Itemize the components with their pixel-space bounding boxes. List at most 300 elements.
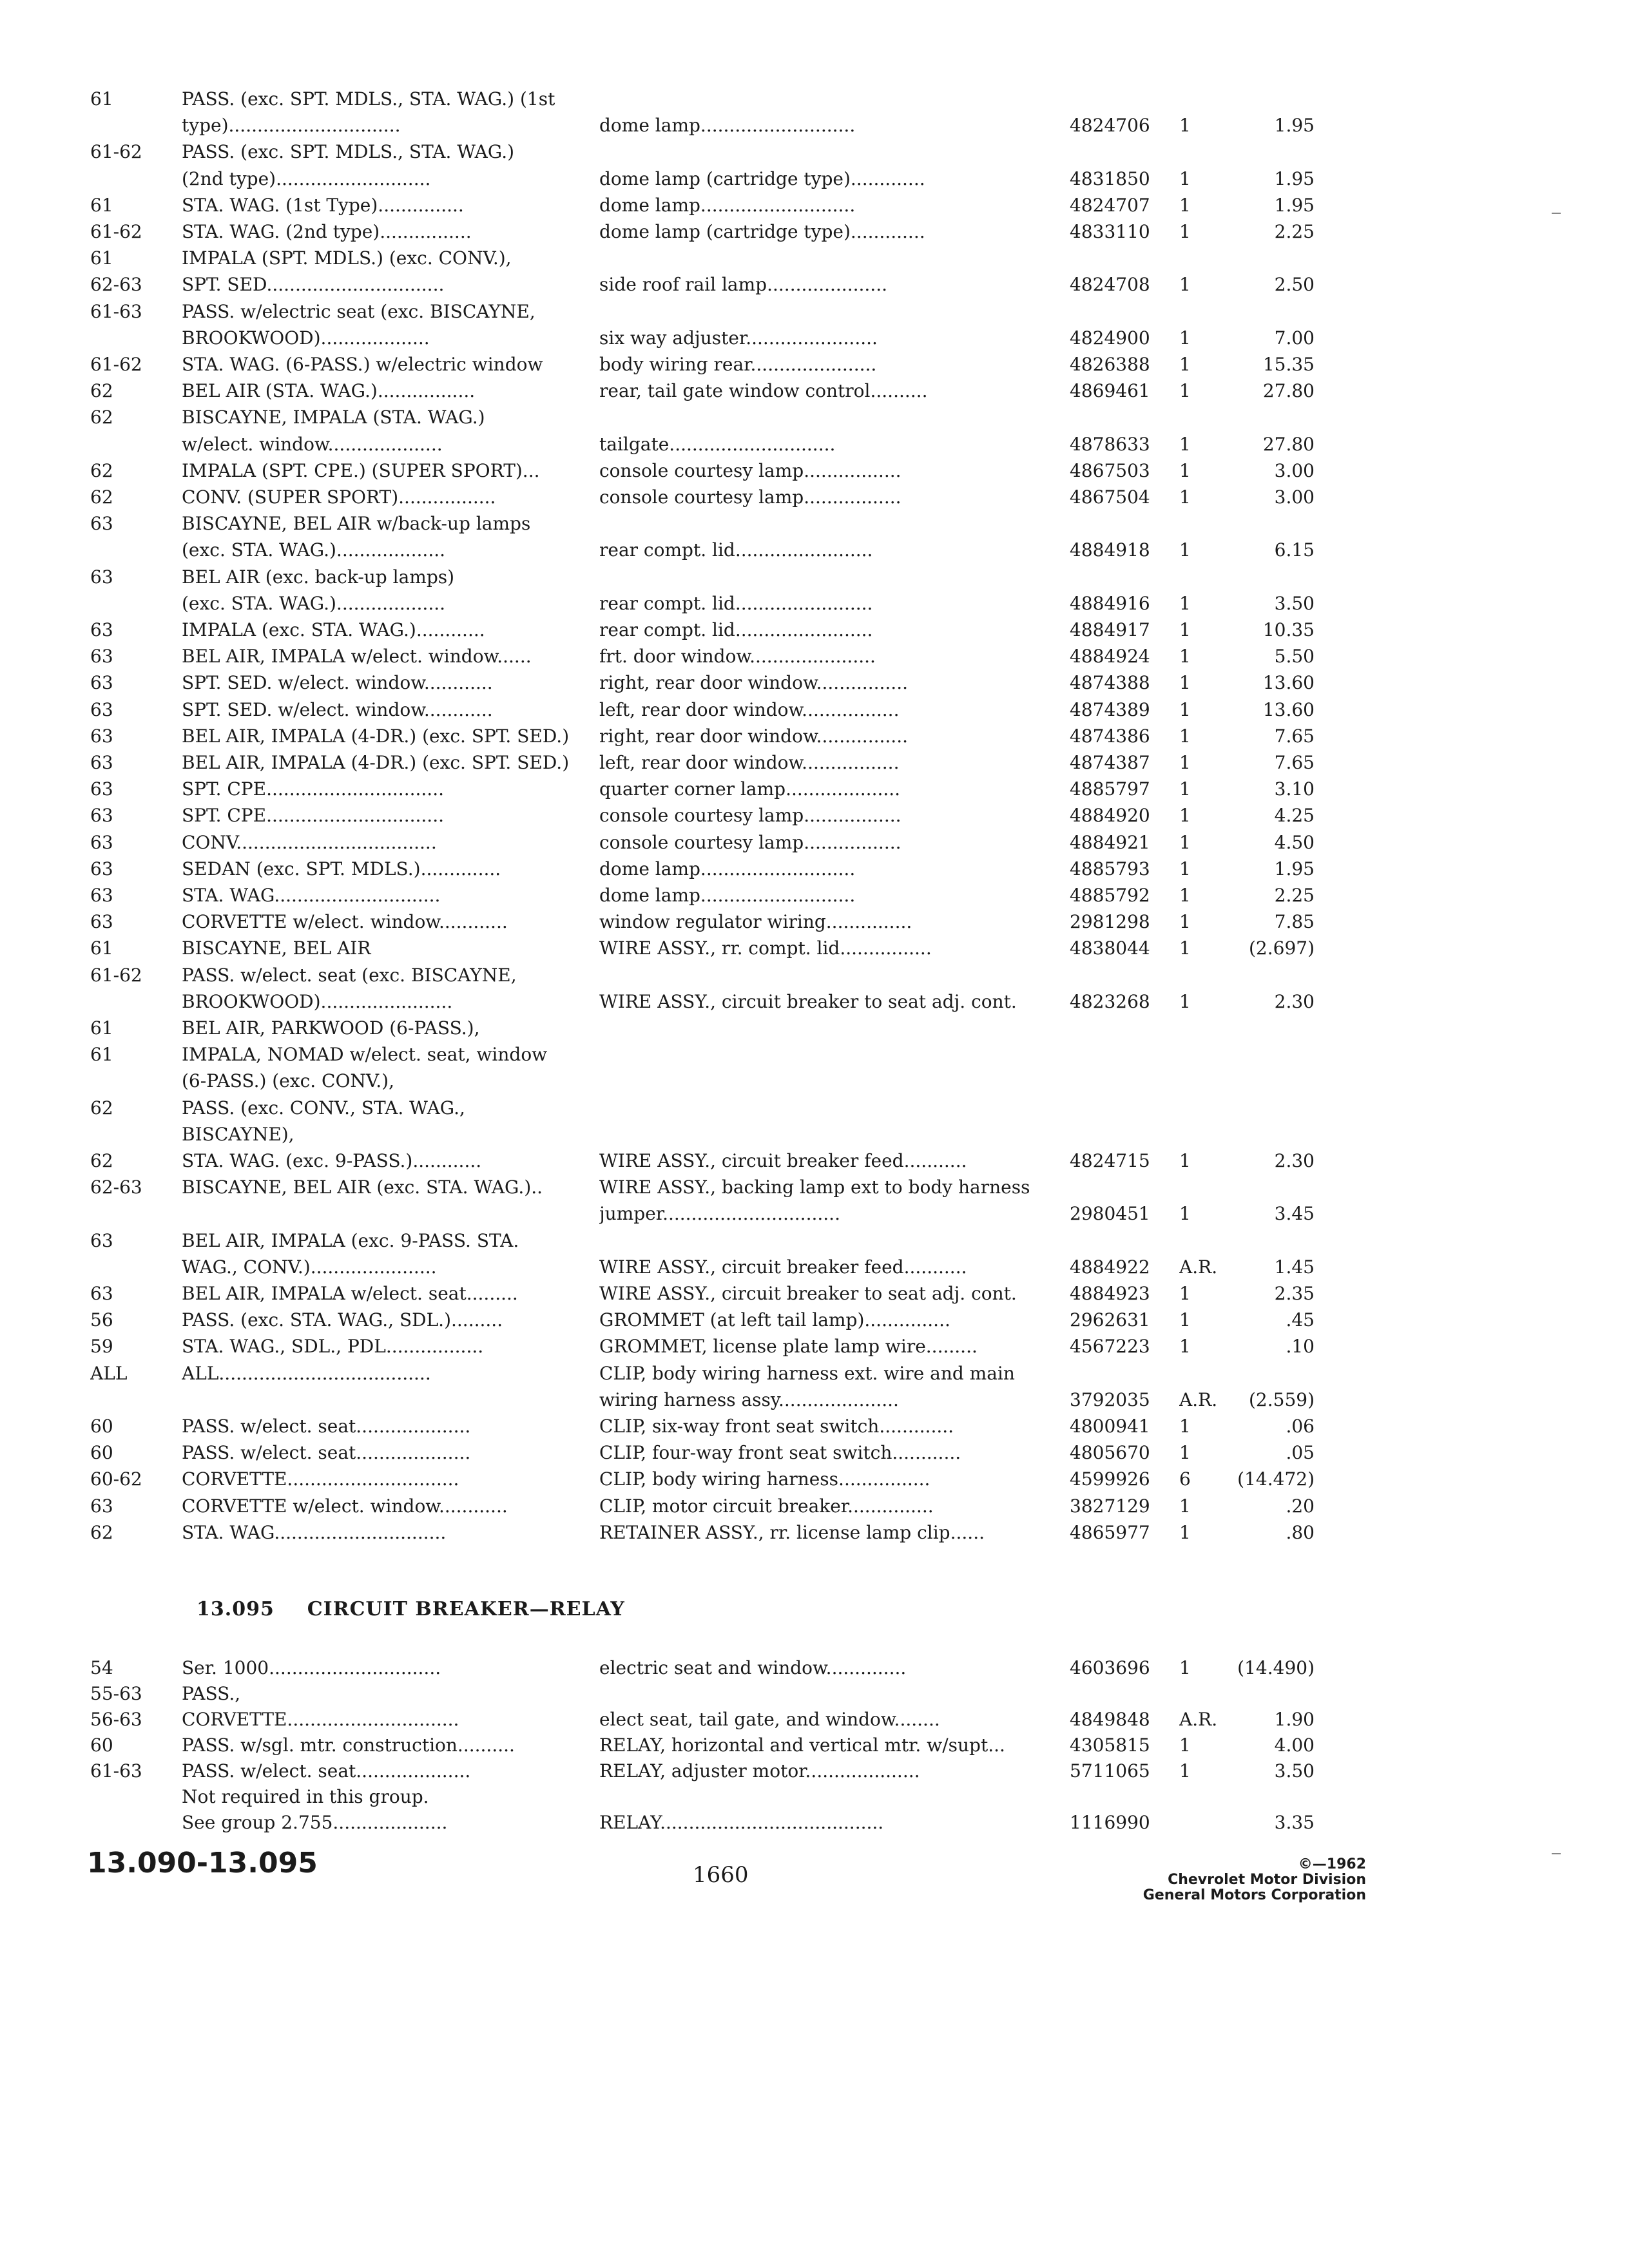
- description-cell: rear compt. lid........................: [599, 619, 873, 640]
- year-cell: 63: [90, 911, 113, 933]
- price-cell: 3.50: [1274, 592, 1315, 614]
- model-cell: w/elect. window....................: [182, 433, 443, 455]
- model-cell: PASS. (exc. SPT. MDLS., STA. WAG.): [182, 141, 515, 163]
- year-cell: 61: [90, 194, 113, 216]
- model-cell: BISCAYNE, BEL AIR (exc. STA. WAG.)..: [182, 1177, 543, 1198]
- model-cell: SPT. CPE...............................: [182, 778, 444, 800]
- year-cell: 63: [90, 752, 113, 773]
- table-row: [0, 1229, 1629, 1254]
- model-cell: SPT. SED...............................: [182, 274, 445, 296]
- model-cell: PASS. w/electric seat (exc. BISCAYNE,: [182, 300, 535, 322]
- table-row: [0, 618, 1629, 644]
- quantity-cell: 1: [1179, 168, 1191, 189]
- model-cell: Not required in this group.: [182, 1786, 429, 1807]
- table-row: [0, 167, 1629, 193]
- table-row: [0, 326, 1629, 352]
- year-cell: 63: [90, 831, 113, 853]
- part-number-cell: 4867503: [1070, 459, 1150, 481]
- description-cell: dome lamp...........................: [599, 858, 856, 879]
- table-row: [0, 565, 1629, 591]
- publisher-block: [1057, 1857, 1366, 1903]
- quantity-cell: 1: [1179, 831, 1191, 853]
- table-row: [0, 1414, 1629, 1440]
- year-cell: 62: [90, 486, 113, 508]
- price-cell: 1.95: [1274, 858, 1315, 879]
- model-cell: (2nd type)...........................: [182, 168, 431, 189]
- description-cell: six way adjuster.......................: [599, 327, 878, 349]
- quantity-cell: 1: [1179, 885, 1191, 906]
- table-row: [0, 1122, 1629, 1148]
- year-cell: 63: [90, 885, 113, 906]
- description-cell: CLIP, six-way front seat switch.............: [599, 1416, 954, 1437]
- table-row: [0, 671, 1629, 697]
- part-number-cell: 4305815: [1070, 1735, 1150, 1756]
- quantity-cell: 1: [1179, 672, 1191, 694]
- quantity-cell: 1: [1179, 274, 1191, 296]
- year-cell: 59: [90, 1336, 113, 1358]
- part-number-cell: 5711065: [1070, 1760, 1150, 1782]
- price-cell: 1.45: [1274, 1256, 1315, 1278]
- description-cell: RELAY.......................................: [599, 1812, 884, 1833]
- table-row: [0, 300, 1629, 325]
- year-cell: 63: [90, 513, 113, 535]
- description-cell: dome lamp...........................: [599, 194, 856, 216]
- part-number-cell: 4867504: [1070, 486, 1150, 508]
- table-row: [0, 1494, 1629, 1520]
- price-cell: 15.35: [1262, 354, 1315, 375]
- description-cell: left, rear door window.................: [599, 698, 900, 720]
- price-cell: .06: [1286, 1416, 1315, 1437]
- publisher-corporation: General Motors Corporation: [1142, 1887, 1366, 1903]
- part-number-cell: 4885793: [1070, 858, 1150, 879]
- description-cell: console courtesy lamp.................: [599, 459, 901, 481]
- year-cell: 63: [90, 1495, 113, 1517]
- part-number-cell: 4884917: [1070, 619, 1150, 640]
- model-cell: PASS. w/elect. seat (exc. BISCAYNE,: [182, 964, 517, 986]
- model-cell: IMPALA (SPT. CPE.) (SUPER SPORT)...: [182, 459, 540, 481]
- description-cell: console courtesy lamp.................: [599, 805, 901, 827]
- part-number-cell: 4884921: [1070, 831, 1150, 853]
- year-cell: 61-63: [90, 300, 142, 322]
- quantity-cell: 1: [1179, 752, 1191, 773]
- description-cell: rear compt. lid........................: [599, 539, 873, 561]
- year-cell: 63: [90, 672, 113, 694]
- description-cell: jumper...............................: [599, 1203, 840, 1225]
- year-cell: 54: [90, 1657, 113, 1678]
- price-cell: .80: [1286, 1521, 1315, 1543]
- table-row: [0, 777, 1629, 803]
- table-row: [0, 803, 1629, 829]
- part-number-cell: 4823268: [1070, 990, 1150, 1012]
- model-cell: WAG., CONV.)......................: [182, 1256, 437, 1278]
- year-cell: 60-62: [90, 1468, 142, 1490]
- year-cell: 61-62: [90, 221, 142, 242]
- price-cell: 7.85: [1274, 911, 1315, 933]
- table-row: [0, 352, 1629, 378]
- price-cell: .05: [1286, 1442, 1315, 1464]
- quantity-cell: 1: [1179, 1760, 1191, 1782]
- table-row: [0, 113, 1629, 139]
- table-row: [0, 1388, 1629, 1414]
- model-cell: BISCAYNE, IMPALA (STA. WAG.): [182, 407, 485, 428]
- quantity-cell: A.R.: [1179, 1709, 1218, 1730]
- year-cell: 61: [90, 247, 113, 269]
- description-cell: CLIP, body wiring harness ext. wire and main: [599, 1362, 1015, 1384]
- part-number-cell: 4878633: [1070, 433, 1150, 455]
- year-cell: 62: [90, 1521, 113, 1543]
- table-row: [0, 1682, 1629, 1707]
- table-row: [0, 193, 1629, 219]
- quantity-cell: 1: [1179, 1657, 1191, 1678]
- price-cell: 1.95: [1274, 115, 1315, 137]
- description-cell: rear, tail gate window control..........: [599, 380, 928, 402]
- part-number-cell: 4824706: [1070, 115, 1150, 137]
- table-row: [0, 1308, 1629, 1334]
- quantity-cell: 1: [1179, 1283, 1191, 1304]
- quantity-cell: 1: [1179, 539, 1191, 561]
- model-cell: PASS. w/elect. seat....................: [182, 1416, 471, 1437]
- description-cell: WIRE ASSY., rr. compt. lid................: [599, 937, 932, 959]
- year-cell: 61-63: [90, 1760, 142, 1782]
- year-cell: 63: [90, 1229, 113, 1251]
- model-cell: CORVETTE w/elect. window............: [182, 1495, 508, 1517]
- table-row: [0, 87, 1629, 113]
- price-cell: 3.35: [1274, 1812, 1315, 1833]
- description-cell: console courtesy lamp.................: [599, 831, 901, 853]
- year-cell: 60: [90, 1442, 113, 1464]
- part-number-cell: 4874387: [1070, 752, 1150, 773]
- copyright: ©—1962: [1298, 1856, 1366, 1872]
- year-cell: 60: [90, 1735, 113, 1756]
- year-cell: ALL: [90, 1362, 128, 1384]
- description-cell: dome lamp (cartridge type).............: [599, 221, 925, 242]
- model-cell: BEL AIR, IMPALA w/elect. window......: [182, 646, 532, 668]
- table-row: [0, 1656, 1629, 1682]
- description-cell: CLIP, motor circuit breaker...............: [599, 1495, 934, 1517]
- model-cell: BISCAYNE, BEL AIR w/back-up lamps: [182, 513, 531, 535]
- part-number-cell: 4800941: [1070, 1416, 1150, 1437]
- description-cell: CLIP, four-way front seat switch............: [599, 1442, 961, 1464]
- quantity-cell: 1: [1179, 1336, 1191, 1358]
- table-row: [0, 1441, 1629, 1466]
- model-cell: (exc. STA. WAG.)...................: [182, 539, 446, 561]
- description-cell: WIRE ASSY., circuit breaker to seat adj. cont.: [599, 990, 1017, 1012]
- part-number-cell: 4884920: [1070, 805, 1150, 827]
- table-row: [0, 1759, 1629, 1785]
- table-row: [0, 724, 1629, 750]
- quantity-cell: 1: [1179, 1495, 1191, 1517]
- price-cell: (2.697): [1248, 937, 1315, 959]
- model-cell: type)..............................: [182, 115, 401, 137]
- model-cell: PASS. (exc. SPT. MDLS., STA. WAG.) (1st: [182, 88, 555, 110]
- part-number-cell: 3792035: [1070, 1389, 1150, 1410]
- table-row: [0, 1043, 1629, 1068]
- price-cell: (14.490): [1237, 1657, 1315, 1678]
- table-row: [0, 963, 1629, 989]
- table-row: [0, 1175, 1629, 1201]
- price-cell: 13.60: [1262, 672, 1315, 694]
- model-cell: SPT. SED. w/elect. window............: [182, 698, 493, 720]
- quantity-cell: 1: [1179, 459, 1191, 481]
- table-row: [0, 1069, 1629, 1095]
- table-row: [0, 1811, 1629, 1836]
- price-cell: 27.80: [1262, 433, 1315, 455]
- year-cell: 63: [90, 646, 113, 668]
- quantity-cell: 1: [1179, 778, 1191, 800]
- description-cell: quarter corner lamp....................: [599, 778, 901, 800]
- quantity-cell: 1: [1179, 1203, 1191, 1225]
- quantity-cell: 1: [1179, 911, 1191, 933]
- quantity-cell: 1: [1179, 858, 1191, 879]
- price-cell: 2.35: [1274, 1283, 1315, 1304]
- model-cell: BISCAYNE),: [182, 1123, 294, 1145]
- model-cell: STA. WAG. (1st Type)...............: [182, 194, 464, 216]
- model-cell: PASS. w/sgl. mtr. construction..........: [182, 1735, 515, 1756]
- publisher-division: Chevrolet Motor Division: [1168, 1872, 1366, 1888]
- table-row: [0, 751, 1629, 776]
- table-row: [0, 857, 1629, 883]
- section-heading: [197, 1598, 625, 1620]
- quantity-cell: 1: [1179, 354, 1191, 375]
- year-cell: 62-63: [90, 1177, 142, 1198]
- quantity-cell: 1: [1179, 115, 1191, 137]
- price-cell: 4.00: [1274, 1735, 1315, 1756]
- year-cell: 62: [90, 459, 113, 481]
- price-cell: 3.00: [1274, 486, 1315, 508]
- price-cell: 3.50: [1274, 1760, 1315, 1782]
- model-cell: PASS.,: [182, 1683, 241, 1704]
- description-cell: RETAINER ASSY., rr. license lamp clip......: [599, 1521, 985, 1543]
- year-cell: 63: [90, 725, 113, 747]
- model-cell: PASS. w/elect. seat....................: [182, 1760, 471, 1782]
- year-cell: 63: [90, 805, 113, 827]
- part-number-cell: 4885792: [1070, 885, 1150, 906]
- part-number-cell: 4824708: [1070, 274, 1150, 296]
- table-row: [0, 1202, 1629, 1227]
- model-cell: STA. WAG. (exc. 9-PASS.)............: [182, 1150, 482, 1171]
- model-cell: See group 2.755....................: [182, 1812, 448, 1833]
- price-cell: 27.80: [1262, 380, 1315, 402]
- price-cell: 10.35: [1262, 619, 1315, 640]
- price-cell: 1.95: [1274, 168, 1315, 189]
- quantity-cell: 1: [1179, 1521, 1191, 1543]
- price-cell: 7.65: [1274, 752, 1315, 773]
- year-cell: 61-62: [90, 354, 142, 375]
- part-number-cell: 4874389: [1070, 698, 1150, 720]
- quantity-cell: 1: [1179, 646, 1191, 668]
- year-cell: 60: [90, 1416, 113, 1437]
- quantity-cell: A.R.: [1179, 1389, 1218, 1410]
- description-cell: tailgate.............................: [599, 433, 836, 455]
- year-cell: 56-63: [90, 1709, 142, 1730]
- quantity-cell: 1: [1179, 1735, 1191, 1756]
- part-number-cell: 4599926: [1070, 1468, 1150, 1490]
- table-row: [0, 1016, 1629, 1042]
- part-number-cell: 4603696: [1070, 1657, 1150, 1678]
- description-cell: RELAY, adjuster motor....................: [599, 1760, 920, 1782]
- model-cell: STA. WAG.............................: [182, 885, 441, 906]
- part-number-cell: 4826388: [1070, 354, 1150, 375]
- year-cell: 63: [90, 858, 113, 879]
- quantity-cell: 1: [1179, 619, 1191, 640]
- model-cell: SPT. SED. w/elect. window............: [182, 672, 493, 694]
- year-cell: 61: [90, 88, 113, 110]
- description-cell: left, rear door window.................: [599, 752, 900, 773]
- scan-speck: [1552, 213, 1561, 214]
- quantity-cell: 1: [1179, 805, 1191, 827]
- model-cell: STA. WAG..............................: [182, 1521, 447, 1543]
- year-cell: 62-63: [90, 274, 142, 296]
- price-cell: 1.90: [1274, 1709, 1315, 1730]
- part-number-cell: 4833110: [1070, 221, 1150, 242]
- table-row: [0, 1785, 1629, 1811]
- description-cell: WIRE ASSY., backing lamp ext to body harness: [599, 1177, 1030, 1198]
- quantity-cell: 1: [1179, 380, 1191, 402]
- part-number-cell: 2980451: [1070, 1203, 1150, 1225]
- price-cell: 7.65: [1274, 725, 1315, 747]
- price-cell: 4.50: [1274, 831, 1315, 853]
- model-cell: SPT. CPE...............................: [182, 805, 444, 827]
- price-cell: 7.00: [1274, 327, 1315, 349]
- quantity-cell: 1: [1179, 433, 1191, 455]
- part-number-cell: 4849848: [1070, 1709, 1150, 1730]
- section-title: CIRCUIT BREAKER—RELAY: [307, 1598, 625, 1620]
- year-cell: 63: [90, 566, 113, 588]
- year-cell: 61: [90, 937, 113, 959]
- description-cell: frt. door window......................: [599, 646, 876, 668]
- description-cell: right, rear door window................: [599, 725, 908, 747]
- table-row: [0, 246, 1629, 272]
- year-cell: 62: [90, 1097, 113, 1119]
- description-cell: window regulator wiring...............: [599, 911, 912, 933]
- model-cell: STA. WAG., SDL., PDL.................: [182, 1336, 484, 1358]
- year-cell: 63: [90, 778, 113, 800]
- quantity-cell: 1: [1179, 486, 1191, 508]
- price-cell: 3.00: [1274, 459, 1315, 481]
- model-cell: ALL.....................................: [182, 1362, 431, 1384]
- model-cell: CONV. (SUPER SPORT).................: [182, 486, 496, 508]
- table-row: [0, 1334, 1629, 1360]
- model-cell: BEL AIR, IMPALA w/elect. seat.........: [182, 1283, 518, 1304]
- table-row: [0, 831, 1629, 856]
- model-cell: BEL AIR, IMPALA (exc. 9-PASS. STA.: [182, 1229, 519, 1251]
- part-number-cell: 4869461: [1070, 380, 1150, 402]
- part-number-cell: 4874386: [1070, 725, 1150, 747]
- quantity-cell: 1: [1179, 990, 1191, 1012]
- part-number-cell: 4824707: [1070, 194, 1150, 216]
- part-number-cell: 4884923: [1070, 1283, 1150, 1304]
- price-cell: 13.60: [1262, 698, 1315, 720]
- description-cell: WIRE ASSY., circuit breaker feed...........: [599, 1256, 967, 1278]
- year-cell: 61-62: [90, 141, 142, 163]
- table-row: [0, 140, 1629, 166]
- table-row: [0, 1096, 1629, 1122]
- description-cell: body wiring rear......................: [599, 354, 877, 375]
- table-row: [0, 538, 1629, 564]
- part-number-cell: 2962631: [1070, 1309, 1150, 1331]
- model-cell: IMPALA, NOMAD w/elect. seat, window: [182, 1044, 548, 1066]
- model-cell: CORVETTE..............................: [182, 1709, 459, 1730]
- part-number-cell: 4567223: [1070, 1336, 1150, 1358]
- year-cell: 62: [90, 407, 113, 428]
- part-number-cell: 4874388: [1070, 672, 1150, 694]
- description-cell: WIRE ASSY., circuit breaker to seat adj. cont.: [599, 1283, 1017, 1304]
- part-number-cell: 1116990: [1070, 1812, 1150, 1833]
- description-cell: RELAY, horizontal and vertical mtr. w/supt...: [599, 1735, 1005, 1756]
- price-cell: (2.559): [1248, 1389, 1315, 1410]
- table-row: [0, 644, 1629, 670]
- model-cell: PASS. (exc. STA. WAG., SDL.).........: [182, 1309, 503, 1331]
- section-number: 13.095: [197, 1598, 275, 1620]
- model-cell: BROOKWOOD).......................: [182, 990, 453, 1012]
- table-row: [0, 485, 1629, 511]
- model-cell: BROOKWOOD)...................: [182, 327, 430, 349]
- part-number-cell: 4884924: [1070, 646, 1150, 668]
- part-number-cell: 4824715: [1070, 1150, 1150, 1171]
- description-cell: side roof rail lamp.....................: [599, 274, 888, 296]
- page-number: 1660: [693, 1862, 749, 1888]
- price-cell: 2.30: [1274, 990, 1315, 1012]
- scan-speck: [1552, 1853, 1561, 1854]
- description-cell: dome lamp...........................: [599, 115, 856, 137]
- part-number-cell: 4838044: [1070, 937, 1150, 959]
- year-cell: 61-62: [90, 964, 142, 986]
- description-cell: GROMMET (at left tail lamp)...............: [599, 1309, 950, 1331]
- table-row: [0, 220, 1629, 245]
- description-cell: dome lamp (cartridge type).............: [599, 168, 925, 189]
- model-cell: PASS. (exc. CONV., STA. WAG.,: [182, 1097, 465, 1119]
- model-cell: BEL AIR, IMPALA (4-DR.) (exc. SPT. SED.): [182, 752, 570, 773]
- price-cell: .10: [1286, 1336, 1315, 1358]
- year-cell: 63: [90, 619, 113, 640]
- description-cell: electric seat and window..............: [599, 1657, 907, 1678]
- model-cell: IMPALA (exc. STA. WAG.)............: [182, 619, 485, 640]
- quantity-cell: 1: [1179, 592, 1191, 614]
- table-row: [0, 591, 1629, 617]
- price-cell: 2.50: [1274, 274, 1315, 296]
- table-row: [0, 273, 1629, 298]
- table-row: [0, 698, 1629, 724]
- quantity-cell: 1: [1179, 1150, 1191, 1171]
- price-cell: 2.30: [1274, 1150, 1315, 1171]
- table-row: [0, 405, 1629, 431]
- year-cell: 56: [90, 1309, 113, 1331]
- quantity-cell: 1: [1179, 1442, 1191, 1464]
- model-cell: BEL AIR, PARKWOOD (6-PASS.),: [182, 1017, 480, 1039]
- table-row: [0, 1733, 1629, 1759]
- model-cell: Ser. 1000..............................: [182, 1657, 441, 1678]
- table-row: [0, 459, 1629, 485]
- quantity-cell: 1: [1179, 194, 1191, 216]
- price-cell: 1.95: [1274, 194, 1315, 216]
- price-cell: 2.25: [1274, 221, 1315, 242]
- model-cell: STA. WAG. (2nd type)................: [182, 221, 472, 242]
- part-number-cell: 4885797: [1070, 778, 1150, 800]
- quantity-cell: 1: [1179, 698, 1191, 720]
- description-cell: right, rear door window................: [599, 672, 908, 694]
- table-row: [0, 1521, 1629, 1546]
- part-number-cell: 4884918: [1070, 539, 1150, 561]
- table-row: [0, 990, 1629, 1015]
- year-cell: 55-63: [90, 1683, 142, 1704]
- quantity-cell: A.R.: [1179, 1256, 1218, 1278]
- year-cell: 62: [90, 1150, 113, 1171]
- quantity-cell: 1: [1179, 1309, 1191, 1331]
- model-cell: BEL AIR (exc. back-up lamps): [182, 566, 455, 588]
- model-cell: CORVETTE..............................: [182, 1468, 459, 1490]
- table-row: [0, 936, 1629, 962]
- part-number-cell: 4824900: [1070, 327, 1150, 349]
